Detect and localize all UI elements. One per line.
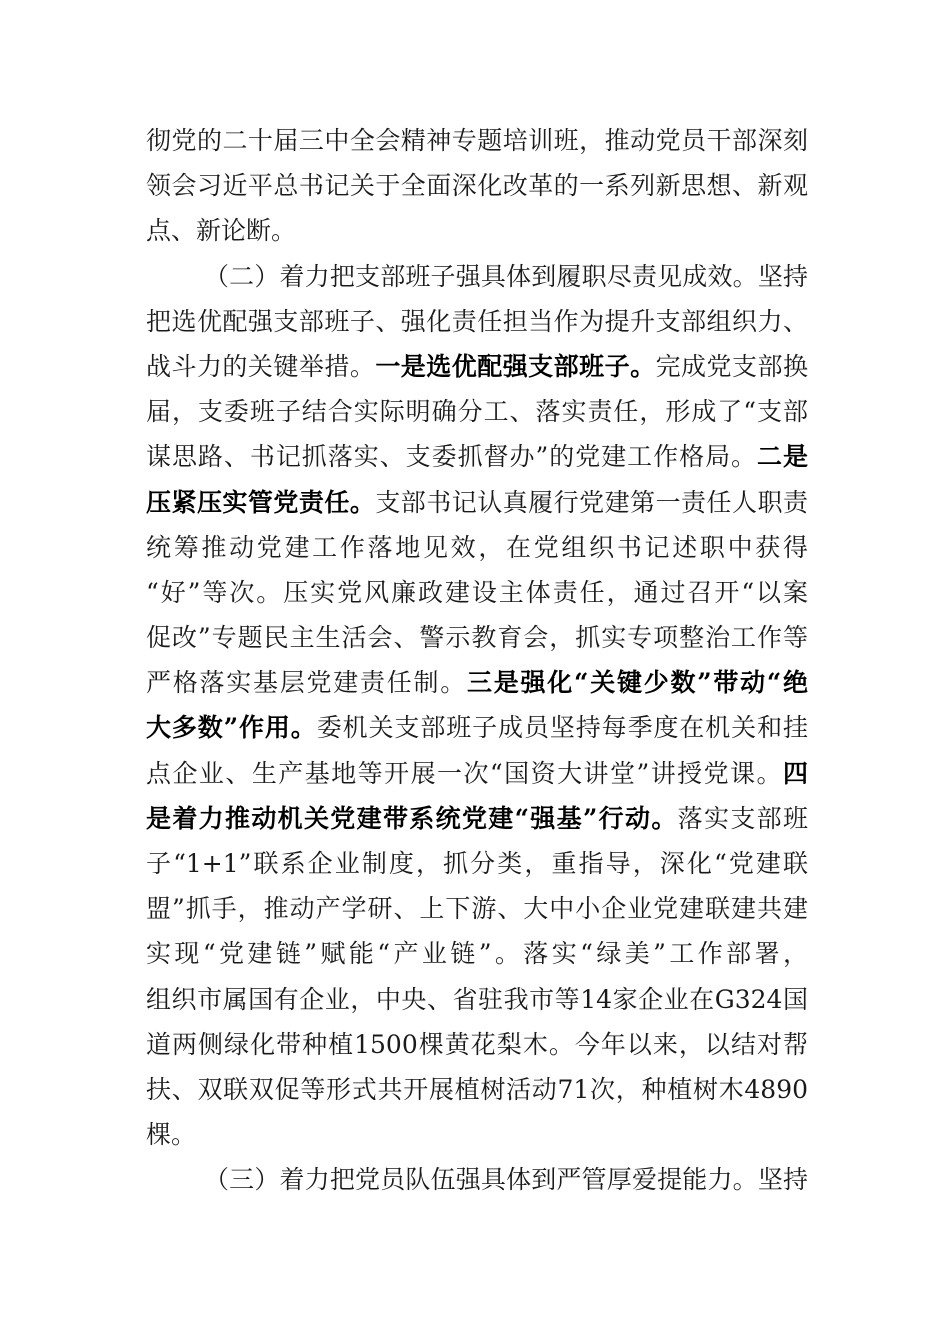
text-line: [146, 751, 808, 796]
section-heading-3: [146, 1157, 808, 1202]
text-run: 实现“党建链”赋能“产业链”。落实“绿美”工作部署，: [146, 939, 808, 969]
text-line: [146, 525, 808, 570]
text-line: [146, 570, 808, 615]
text-run: 严格落实基层党建责任制。: [146, 668, 468, 698]
text-line: [146, 434, 808, 479]
bold-run: 四: [782, 758, 808, 788]
text-line: [146, 208, 808, 253]
text-run: 落实支部班: [677, 803, 808, 833]
document-body: [146, 118, 808, 1203]
text-line: [146, 660, 808, 705]
text-line: [146, 931, 808, 976]
text-line: [146, 1022, 808, 1067]
text-run: 点企业、生产基地等开展一次“国资大讲堂”讲授党课。: [146, 758, 783, 788]
bold-run: 是着力推动机关党建带系统党建“强基”行动。: [146, 803, 678, 833]
text-line: [146, 705, 808, 750]
text-run: 届，支委班子结合实际明确分工、落实责任，形成了“支部: [146, 397, 808, 427]
text-line: [146, 1112, 808, 1157]
text-line: [146, 118, 808, 163]
bold-run: 二是: [757, 442, 808, 472]
text-line: [146, 299, 808, 344]
text-run: 棵。: [146, 1120, 197, 1150]
text-run: 战斗力的关键举措。: [146, 351, 376, 381]
text-line: [146, 389, 808, 434]
text-run: 领会习近平总书记关于全面深化改革的一系列新思想、新观: [146, 171, 808, 201]
text-line: [146, 1067, 808, 1112]
text-run: （二）着力把支部班子强具体到履职尽责见成效。坚持: [204, 261, 808, 291]
text-run: 完成党支部换: [655, 351, 808, 381]
text-line: [146, 977, 808, 1022]
text-line: [146, 480, 808, 525]
bold-run: 一是选优配强支部班子。: [375, 351, 656, 381]
text-line: [146, 796, 808, 841]
text-run: 谋思路、书记抓落实、支委抓督办”的党建工作格局。: [146, 442, 758, 472]
text-run: 扶、双联双促等形式共开展植树活动71次，种植树木4890: [146, 1074, 808, 1104]
text-run: 彻党的二十届三中全会精神专题培训班，推动党员干部深刻: [146, 126, 808, 155]
text-run: 统筹推动党建工作落地见效，在党组织书记述职中获得: [146, 532, 808, 562]
text-line: [146, 344, 808, 389]
bold-run: 三是强化“关键少数”带动“绝: [467, 668, 808, 698]
text-run: 道两侧绿化带种植1500棵黄花梨木。今年以来，以结对帮: [146, 1029, 808, 1059]
text-run: 点、新论断。: [146, 216, 297, 246]
section-heading-2: [146, 254, 808, 299]
text-run: 促改”专题民主生活会、警示教育会，抓实专项整治工作等: [146, 623, 808, 653]
text-run: 子“1+1”联系企业制度，抓分类，重指导，深化“党建联: [146, 849, 808, 878]
text-run: （三）着力把党员队伍强具体到严管厚爱提能力。坚持: [204, 1165, 808, 1195]
text-run: 支部书记认真履行党建第一责任人职责: [375, 487, 808, 517]
text-run: 把选优配强支部班子、强化责任担当作为提升支部组织力、: [146, 306, 808, 336]
bold-run: 大多数”作用。: [146, 713, 317, 743]
text-line: [146, 615, 808, 660]
text-run: “好”等次。压实党风廉政建设主体责任，通过召开“以案: [146, 577, 808, 607]
text-run: 盟”抓手，推动产学研、上下游、大中小企业党建联建共建: [146, 894, 808, 924]
text-line: [146, 163, 808, 208]
text-line: [146, 886, 808, 931]
text-run: 组织市属国有企业，中央、省驻我市等14家企业在G324国: [146, 984, 808, 1014]
text-line: [146, 841, 808, 886]
text-run: 委机关支部班子成员坚持每季度在机关和挂: [316, 713, 808, 743]
bold-run: 压紧压实管党责任。: [146, 487, 376, 517]
